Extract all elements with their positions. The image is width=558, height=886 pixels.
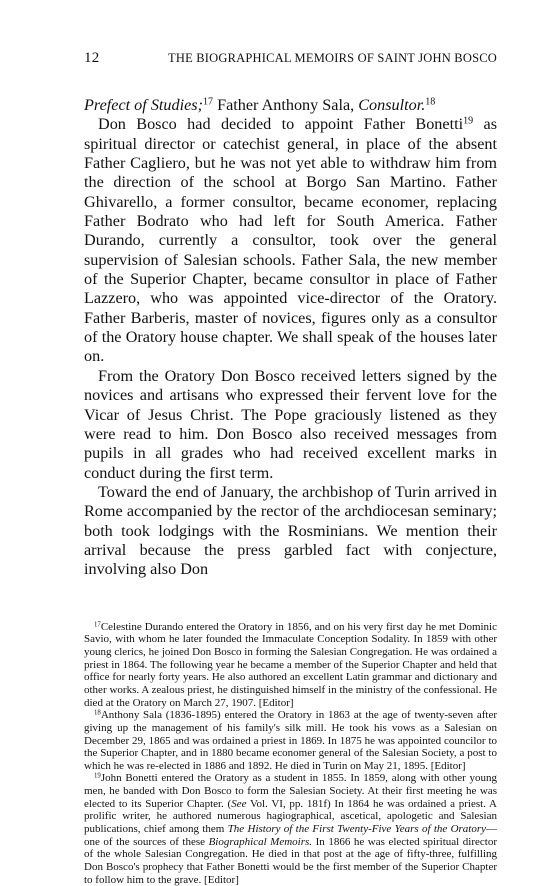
footnote-ref-18: 18 — [425, 96, 436, 108]
paragraph-2 — [84, 115, 497, 366]
paragraph-4: Toward the end of January, the archbishop of Turin arrived in Rome accompanied by the rector of the archdiocesan seminary; both took lodgings with the Rosminians. We mention their arrival because the press garbled fact with conjecture, involving also Don — [84, 482, 497, 579]
footnote-19 — [84, 772, 497, 886]
paragraph-2-text: as spiritual director or catechist general, in place of the absent Father Cagliero, but he was not yet able to withdraw him from the direction of the school at Borgo San Martino. Father Ghivarello, a former consultor, became economer, replacing Father Bodrato who had left for South America. Father Durando, currently a consultor, took over the general supervision of Salesian schools. Father Sala, the new member of the Superior Chapter, became consultor in place of Father Lazzero, who was appointed vice-director of the Oratory. Father Barberis, master of novices, figures only as a consultor of the Oratory house chapter. We shall speak of the houses later on. — [84, 115, 498, 366]
footnote-18-text: Anthony Sala (1836-1895) entered the Oratory in 1863 at the age of twenty-seven after giving up the management of his family's silk mill. He took his vows as a Salesian on December 29, 1865 and was ordained a priest in 1869. In 1875 he was appointed councilor to the Superior Chapter, and in 1880 became economer general of the Salesian Society, a post to which he was re-elected in 1886 and 1892. He died in Turin on May 21, 1895. [Editor] — [84, 709, 497, 772]
paragraph-2-lead: Don Bosco had decided to appoint Father Bonetti — [98, 115, 464, 134]
footnote-19-text-c: —one of the sources of these — [84, 823, 498, 848]
footnote-number: 19 — [94, 772, 101, 780]
footnote-18 — [84, 709, 497, 772]
footnote-number: 18 — [94, 709, 101, 717]
italic-book-title-history: The History of the First Twenty-Five Years of the Oratory — [227, 823, 487, 836]
italic-book-title-memoirs: Biographical Memoirs. — [208, 835, 313, 848]
footnote-19-text-a: John Bonetti entered the Oratory as a student in 1855. In 1859, along with other young men, he banded with Don Bosco to form the Salesian Society. At their first meeting he was elected to its Superior Chapter. ( — [84, 772, 497, 810]
footnote-17 — [84, 621, 497, 710]
main-text — [84, 96, 497, 580]
italic-see: See — [231, 797, 247, 810]
page-number: 12 — [84, 50, 100, 66]
footnote-19-text-b: Vol. VI, pp. 181f) In 1864 he was ordained a priest. A prolific writer, he authored numerous hagiographical, ascetical, apologetic and Salesian publications, chief among them — [84, 797, 497, 836]
book-page — [84, 50, 497, 886]
paragraph-1 — [84, 96, 497, 115]
footnotes — [84, 621, 497, 886]
running-title: THE BIOGRAPHICAL MEMOIRS OF SAINT JOHN BOSCO — [168, 51, 497, 65]
running-head — [84, 50, 497, 67]
paragraph-3: From the Oratory Don Bosco received letters signed by the novices and artisans who expressed their fervent love for the Vicar of Jesus Christ. The Pope graciously listened as they were read to him. Don Bosco also received messages from pupils in all grades who had received excellent marks in conduct during the first term. — [84, 366, 497, 482]
paragraph-1-text: Father Anthony Sala, — [213, 96, 359, 114]
footnote-ref-17: 17 — [202, 96, 214, 108]
footnote-19-text-d: In 1866 he was elected spiritual director of the whole Salesian Congregation. He died in that post at the age of fifty-three, fulfilling Don Bosco's prophecy that Father Bonetti would be the first member of the Superior Chapter to follow him to the grave. [Editor] — [84, 835, 497, 886]
italic-prefect-of-studies: Prefect of Studies; — [84, 96, 203, 114]
footnote-ref-19: 19 — [463, 115, 474, 127]
footnote-number: 17 — [94, 620, 101, 628]
italic-consultor: Consultor. — [358, 96, 426, 114]
footnote-17-text: Celestine Durando entered the Oratory in 1856, and on his very first day he met Dominic Savio, with whom he later founded the Immaculate Conception Sodality. In 1859 with other young clerics, he joined Don Bosco in forming the Salesian Congregation. He was ordained a priest in 1864. The following year he became a member of the Superior Chapter and held that office for nearly forty years. He also authored an excellent Latin grammar and dictionary and other works. A zealous priest, he distinguished himself in the ministry of the confessional. He died at the Oratory on March 27, 1907. [Editor] — [84, 620, 497, 709]
